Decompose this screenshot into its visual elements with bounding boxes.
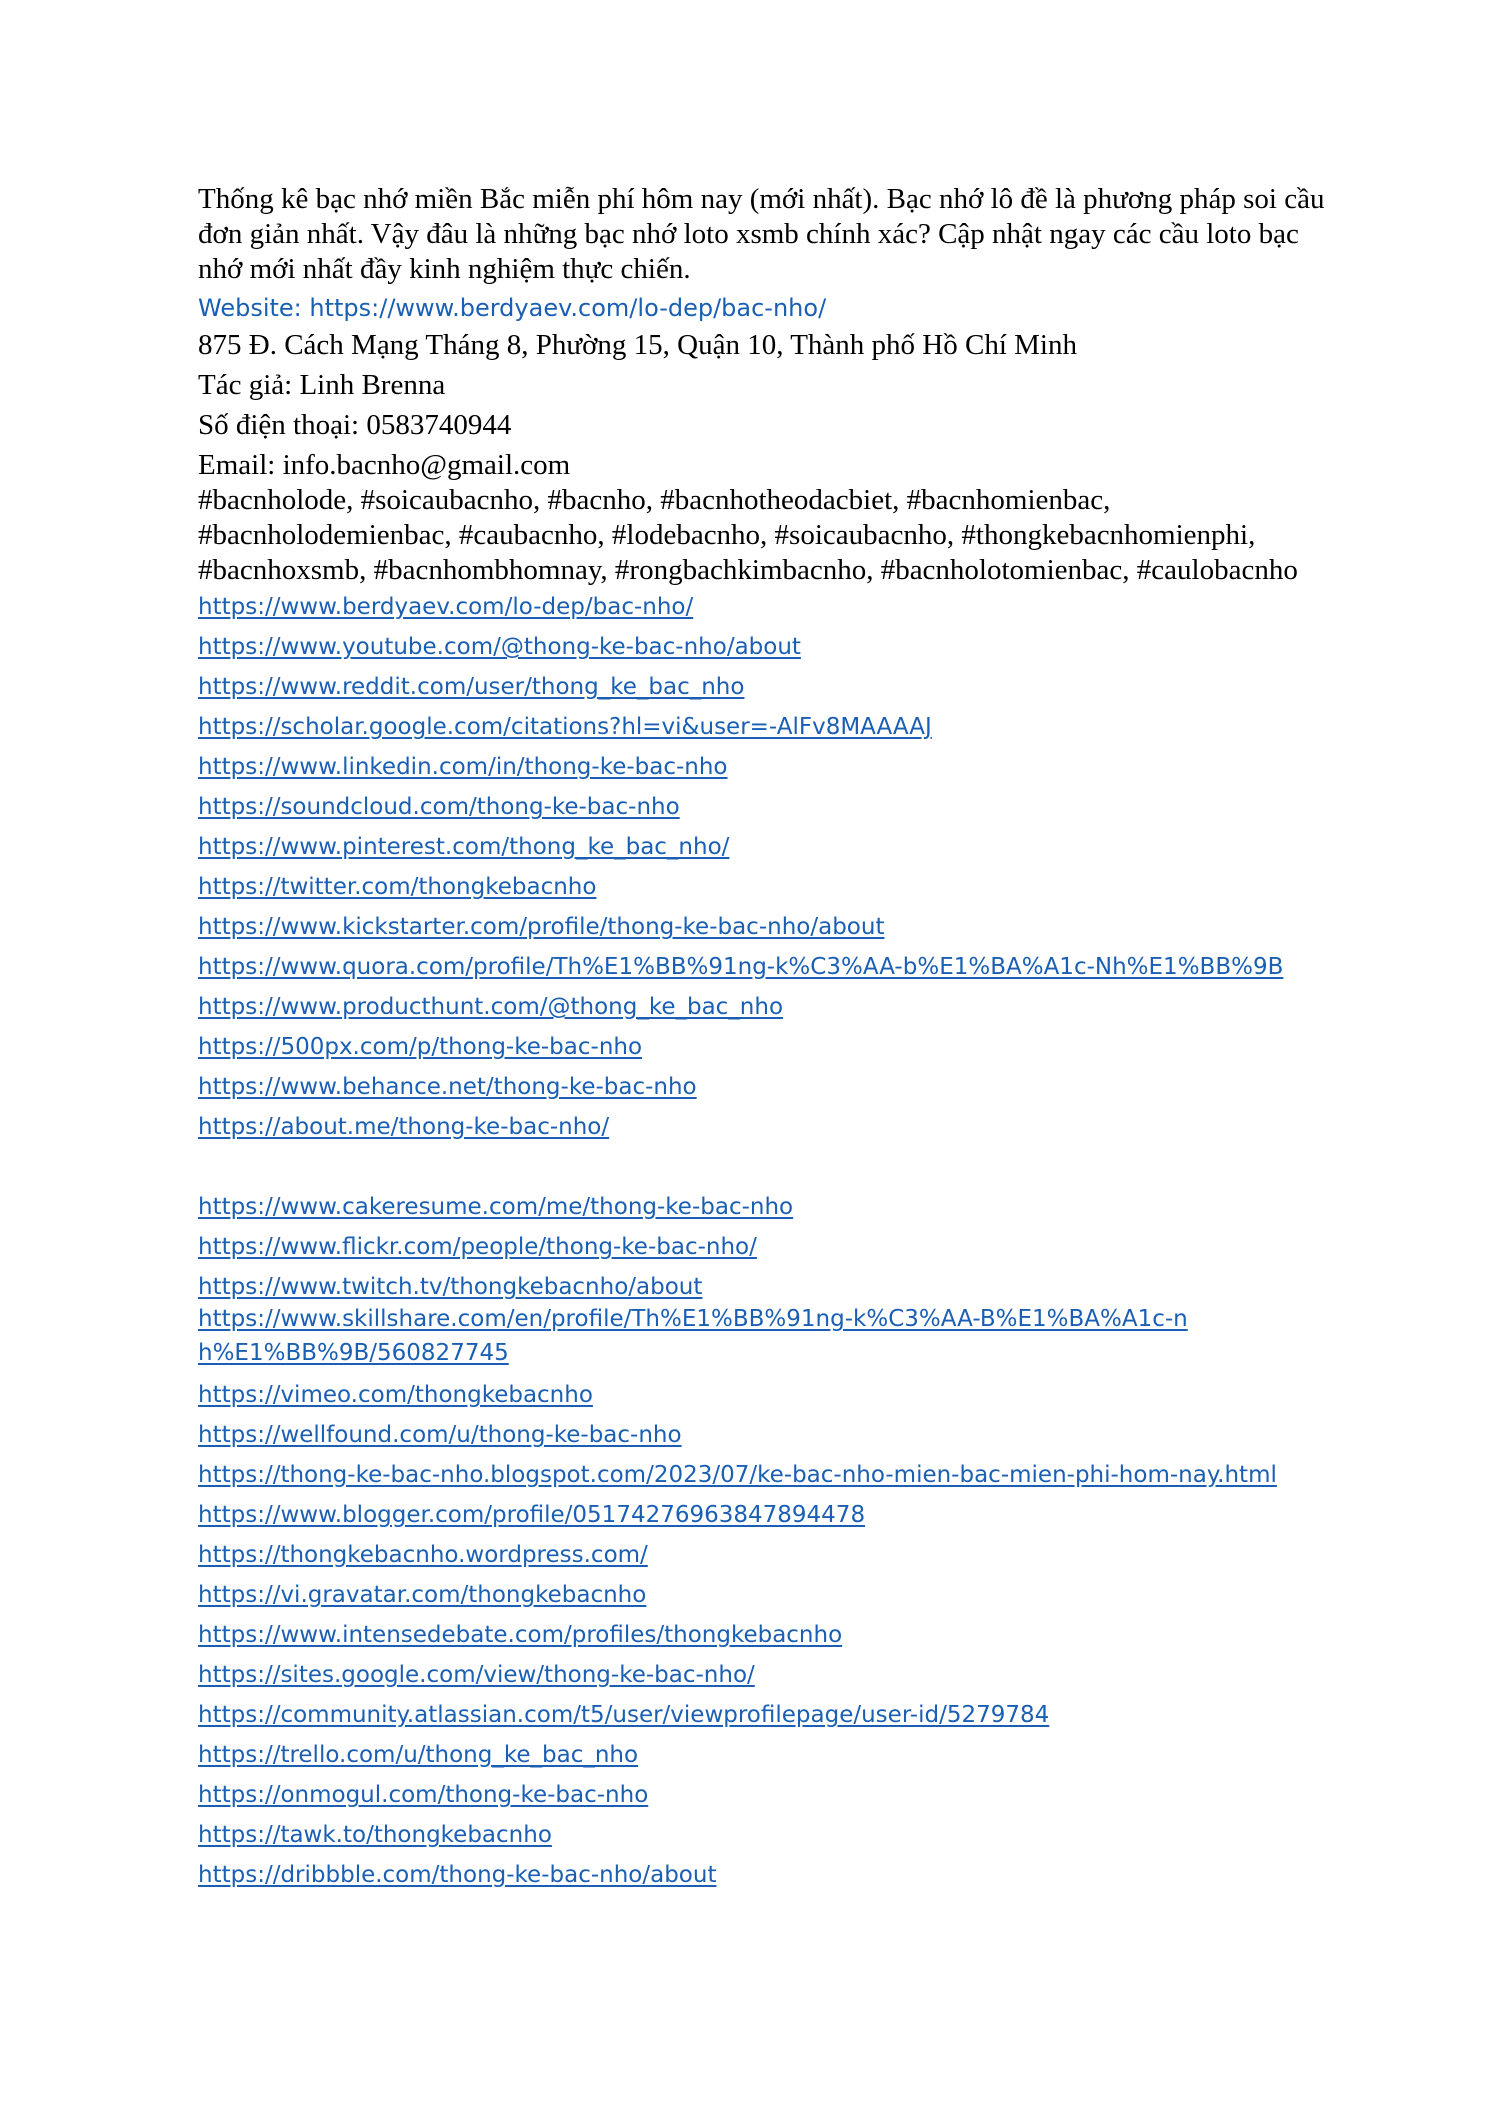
- profile-link[interactable]: https://onmogul.com/thong-ke-bac-nho: [198, 1782, 649, 1808]
- profile-link[interactable]: https://dribbble.com/thong-ke-bac-nho/about: [198, 1862, 717, 1888]
- profile-link[interactable]: https://thong-ke-bac-nho.blogspot.com/2023/07/ke-bac-nho-mien-bac-mien-phi-hom-nay.html: [198, 1462, 1277, 1488]
- hashtags-paragraph: #bacnholode, #soicaubacnho, #bacnho, #bacnhotheodacbiet, #bacnhomienbac, #bacnholodemienbac, #caubacnho, #lodebacnho, #soicaubacnho, #thongkebacnhomienphi, #bacnhoxsmb, #bacnhombhomnay, #rongbachkimbacnho, #bacnholotomienbac, #caulobacnho: [198, 484, 1298, 586]
- profile-link[interactable]: https://www.producthunt.com/@thong_ke_bac_nho: [198, 994, 784, 1020]
- address-line: 875 Đ. Cách Mạng Tháng 8, Phường 15, Quận 10, Thành phố Hồ Chí Minh: [198, 329, 1077, 361]
- profile-link[interactable]: https://tawk.to/thongkebacnho: [198, 1822, 552, 1848]
- profile-link[interactable]: https://www.linkedin.com/in/thong-ke-bac-nho: [198, 754, 728, 780]
- profile-link[interactable]: https://www.reddit.com/user/thong_ke_bac_nho: [198, 674, 745, 700]
- profile-link[interactable]: https://vimeo.com/thongkebacnho: [198, 1382, 593, 1408]
- profile-link[interactable]: https://www.cakeresume.com/me/thong-ke-bac-nho: [198, 1194, 794, 1220]
- profile-link[interactable]: https://www.youtube.com/@thong-ke-bac-nho/about: [198, 634, 801, 660]
- phone-line: Số điện thoại: 0583740944: [198, 409, 512, 441]
- profile-link[interactable]: https://www.twitch.tv/thongkebacnho/about: [198, 1274, 703, 1300]
- email-line: Email: info.bacnho@gmail.com: [198, 449, 571, 481]
- profile-link[interactable]: https://thongkebacnho.wordpress.com/: [198, 1542, 648, 1568]
- profile-link[interactable]: https://vi.gravatar.com/thongkebacnho: [198, 1582, 647, 1608]
- profile-link[interactable]: https://www.berdyaev.com/lo-dep/bac-nho/: [198, 594, 694, 620]
- profile-link[interactable]: https://wellfound.com/u/thong-ke-bac-nho: [198, 1422, 682, 1448]
- links-list-2: [198, 1188, 1328, 1896]
- document-page: [198, 182, 1328, 1896]
- profile-link[interactable]: https://www.behance.net/thong-ke-bac-nho: [198, 1074, 697, 1100]
- profile-link[interactable]: https://about.me/thong-ke-bac-nho/: [198, 1114, 610, 1140]
- profile-link[interactable]: https://www.skillshare.com/en/profile/Th%E1%BB%91ng-k%C3%AA-B%E1%BA%A1c-nh%E1%BB%9B/560827745: [198, 1306, 1188, 1366]
- profile-link[interactable]: https://sites.google.com/view/thong-ke-bac-nho/: [198, 1662, 755, 1688]
- links-list-1: [198, 588, 1328, 1148]
- profile-link[interactable]: https://500px.com/p/thong-ke-bac-nho: [198, 1034, 643, 1060]
- profile-link[interactable]: https://www.flickr.com/people/thong-ke-bac-nho/: [198, 1234, 757, 1260]
- profile-link[interactable]: https://community.atlassian.com/t5/user/viewprofilepage/user-id/5279784: [198, 1702, 1050, 1728]
- profile-link[interactable]: https://www.kickstarter.com/profile/thong-ke-bac-nho/about: [198, 914, 885, 940]
- profile-link[interactable]: https://www.quora.com/profile/Th%E1%BB%91ng-k%C3%AA-b%E1%BA%A1c-Nh%E1%BB%9B: [198, 954, 1284, 980]
- profile-link[interactable]: https://www.intensedebate.com/profiles/thongkebacnho: [198, 1622, 843, 1648]
- profile-link[interactable]: https://www.pinterest.com/thong_ke_bac_nho/: [198, 834, 730, 860]
- profile-link[interactable]: https://soundcloud.com/thong-ke-bac-nho: [198, 794, 680, 820]
- profile-link[interactable]: https://twitter.com/thongkebacnho: [198, 874, 597, 900]
- website-line[interactable]: Website: https://www.berdyaev.com/lo-dep/bac-nho/: [198, 294, 827, 322]
- profile-link[interactable]: https://scholar.google.com/citations?hl=vi&user=-AlFv8MAAAAJ: [198, 714, 932, 740]
- profile-link[interactable]: https://trello.com/u/thong_ke_bac_nho: [198, 1742, 639, 1768]
- intro-paragraph: Thống kê bạc nhớ miền Bắc miễn phí hôm nay (mới nhất). Bạc nhớ lô đề là phương pháp soi cầu đơn giản nhất. Vậy đâu là những bạc nhớ loto xsmb chính xác? Cập nhật ngay các cầu loto bạc nhớ mới nhất đầy kinh nghiệm thực chiến.: [198, 183, 1325, 285]
- author-line: Tác giả: Linh Brenna: [198, 369, 446, 401]
- blank-line: [198, 1148, 1328, 1188]
- profile-link[interactable]: https://www.blogger.com/profile/05174276963847894478: [198, 1502, 866, 1528]
